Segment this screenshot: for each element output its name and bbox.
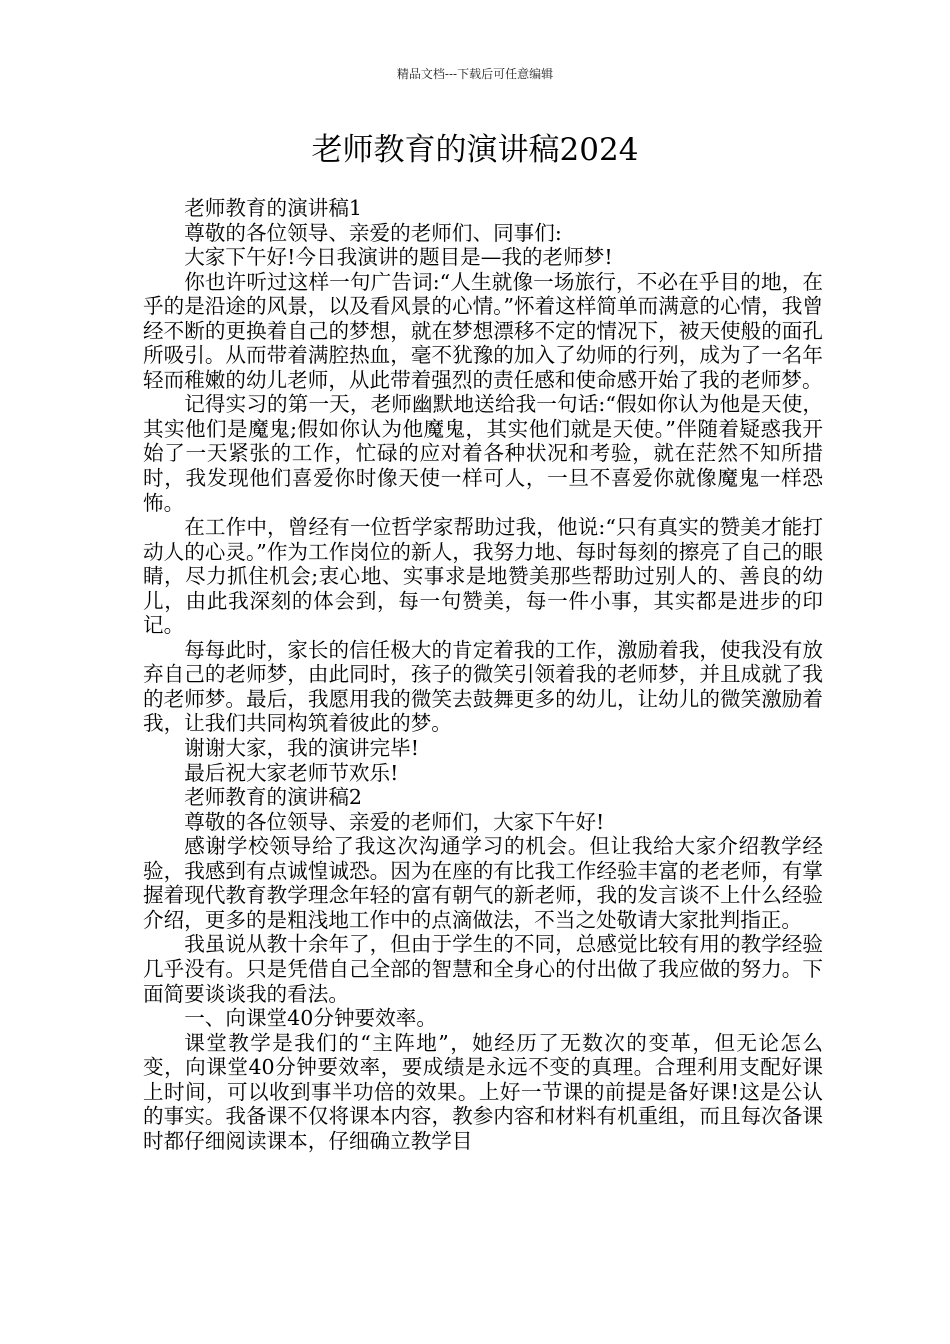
paragraph-salutation: 尊敬的各位领导、亲爱的老师们，大家下午好! bbox=[184, 809, 605, 834]
paragraph-section-heading: 一、向课堂40分钟要效率。 bbox=[184, 1006, 437, 1031]
paragraph-wishes: 最后祝大家老师节欢乐! bbox=[184, 760, 399, 785]
page-header-note: 精品文档---下载后可任意编辑 bbox=[396, 67, 554, 81]
paragraph: 在工作中，曾经有一位哲学家帮助过我，他说:“只有真实的赞美才能打动人的心灵。”作为工作岗位的新人，我努力地、每时每刻的擦亮了自己的眼睛，尽力抓住机会;衷心地、实事求是地赞美那些帮助过别人的、善良的幼儿，由此我深刻的体会到，每一句赞美，每一件小事，其实都是进步的印记。 bbox=[143, 515, 823, 638]
document-title: 老师教育的演讲稿2024 bbox=[311, 132, 639, 168]
paragraph: 每每此时，家长的信任极大的肯定着我的工作，激励着我，使我没有放弃自己的老师梦，由此同时，孩子的微笑引领着我的老师梦，并且成就了我的老师梦。最后，我愿用我的微笑去鼓舞更多的幼儿，让幼儿的微笑激励着我，让我们共同构筑着彼此的梦。 bbox=[143, 637, 823, 736]
paragraph: 记得实习的第一天，老师幽默地送给我一句话:“假如你认为他是天使，其实他们是魔鬼;假如你认为他魔鬼，其实他们就是天使。”伴随着疑惑我开始了一天紧张的工作，忙碌的应对着各种状况和考验，就在茫然不知所措时，我发现他们喜爱你时像天使一样可人，一旦不喜爱你就像魔鬼一样恐怖。 bbox=[143, 392, 823, 515]
paragraph: 课堂教学是我们的“主阵地”，她经历了无数次的变革，但无论怎么变，向课堂40分钟要效率，要成绩是永远不变的真理。合理利用支配好课上时间，可以收到事半功倍的效果。上好一节课的前提是备好课!这是公认的事实。我备课不仅将课本内容，教参内容和材料有机重组，而且每次备课时都仔细阅读课本，仔细确立教学目 bbox=[143, 1030, 823, 1153]
paragraph-speech2-heading: 老师教育的演讲稿2 bbox=[184, 785, 363, 810]
document-body bbox=[143, 196, 823, 1153]
paragraph-greeting: 大家下午好!今日我演讲的题目是—我的老师梦! bbox=[184, 245, 613, 270]
paragraph-speech1-heading: 老师教育的演讲稿1 bbox=[184, 196, 363, 220]
paragraph: 我虽说从教十余年了，但由于学生的不同，总感觉比较有用的教学经验几乎没有。只是凭借自己全部的智慧和全身心的付出做了我应做的努力。下面简要谈谈我的看法。 bbox=[143, 932, 823, 1006]
paragraph: 感谢学校领导给了我这次沟通学习的机会。但让我给大家介绍教学经验，我感到有点诚惶诚恐。因为在座的有比我工作经验丰富的老老师，有掌握着现代教育教学理念年轻的富有朝气的新老师，我的发言谈不上什么经验介绍，更多的是粗浅地工作中的点滴做法，不当之处敬请大家批判指正。 bbox=[143, 834, 823, 932]
paragraph-salutation: 尊敬的各位领导、亲爱的老师们、同事们: bbox=[184, 220, 562, 245]
paragraph: 你也许听过这样一句广告词:“人生就像一场旅行，不必在乎目的地，在乎的是沿途的风景，以及看风景的心情。”怀着这样简单而满意的心情，我曾经不断的更换着自己的梦想，就在梦想漂移不定的情况下，被天使般的面孔所吸引。从而带着满腔热血，毫不犹豫的加入了幼师的行列，成为了一名年轻而稚嫩的幼儿老师，从此带着强烈的责任感和使命感开始了我的老师梦。 bbox=[143, 269, 823, 392]
paragraph-thanks: 谢谢大家，我的演讲完毕! bbox=[184, 736, 419, 761]
